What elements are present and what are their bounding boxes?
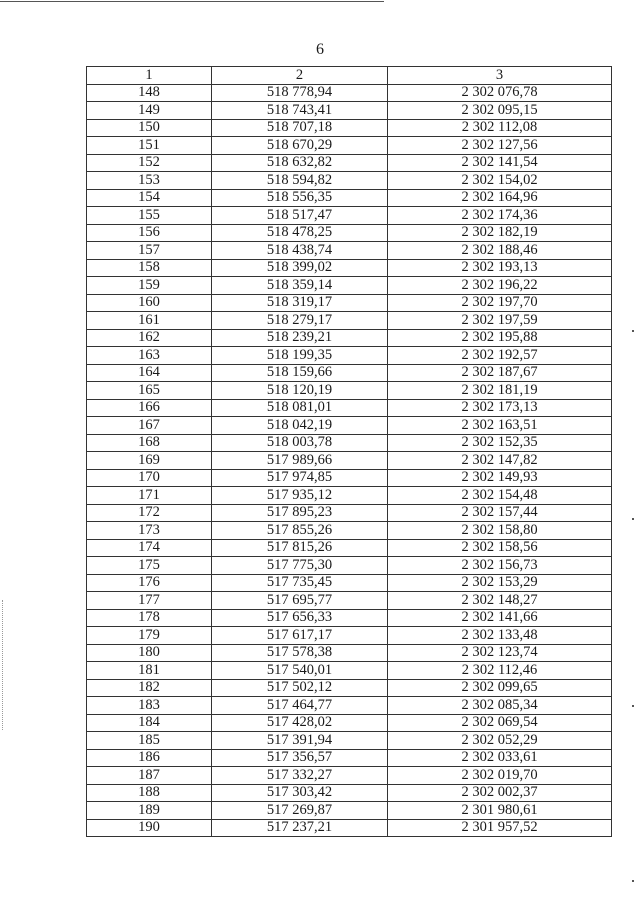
table-cell-col-3: 2 302 149,93 bbox=[388, 469, 612, 487]
table-cell-col-3: 2 302 187,67 bbox=[388, 364, 612, 382]
table-cell-col-2: 517 502,12 bbox=[212, 679, 388, 697]
table-row bbox=[87, 364, 612, 382]
table-cell-col-1: 159 bbox=[87, 277, 212, 295]
table-cell-col-3: 2 302 148,27 bbox=[388, 592, 612, 610]
coordinates-table-container bbox=[86, 66, 611, 837]
table-cell-col-3: 2 302 188,46 bbox=[388, 242, 612, 260]
table-cell-col-2: 517 356,57 bbox=[212, 749, 388, 767]
table-cell-col-2: 518 359,14 bbox=[212, 277, 388, 295]
table-cell-col-2: 518 478,25 bbox=[212, 224, 388, 242]
table-cell-col-3: 2 302 019,70 bbox=[388, 767, 612, 785]
table-cell-col-3: 2 302 133,48 bbox=[388, 627, 612, 645]
table-row bbox=[87, 504, 612, 522]
table-cell-col-2: 517 332,27 bbox=[212, 767, 388, 785]
table-cell-col-3: 2 302 163,51 bbox=[388, 417, 612, 435]
table-cell-col-3: 2 302 181,19 bbox=[388, 382, 612, 400]
table-cell-col-3: 2 301 980,61 bbox=[388, 802, 612, 820]
table-cell-col-3: 2 302 147,82 bbox=[388, 452, 612, 470]
table-cell-col-3: 2 302 123,74 bbox=[388, 644, 612, 662]
table-cell-col-3: 2 302 193,13 bbox=[388, 259, 612, 277]
table-cell-col-2: 517 775,30 bbox=[212, 557, 388, 575]
table-cell-col-2: 517 428,02 bbox=[212, 714, 388, 732]
table-cell-col-1: 175 bbox=[87, 557, 212, 575]
table-cell-col-3: 2 302 076,78 bbox=[388, 84, 612, 102]
table-row bbox=[87, 714, 612, 732]
scan-speck bbox=[632, 330, 634, 332]
scan-speck bbox=[632, 705, 634, 707]
table-row bbox=[87, 312, 612, 330]
table-cell-col-2: 518 632,82 bbox=[212, 154, 388, 172]
table-cell-col-1: 156 bbox=[87, 224, 212, 242]
table-row bbox=[87, 784, 612, 802]
scan-margin-mark bbox=[2, 600, 3, 730]
scan-speck bbox=[632, 518, 634, 520]
table-row bbox=[87, 119, 612, 137]
table-cell-col-1: 186 bbox=[87, 749, 212, 767]
table-row bbox=[87, 627, 612, 645]
table-cell-col-2: 518 003,78 bbox=[212, 434, 388, 452]
table-cell-col-2: 518 081,01 bbox=[212, 399, 388, 417]
table-cell-col-3: 2 302 154,48 bbox=[388, 487, 612, 505]
table-row bbox=[87, 434, 612, 452]
table-cell-col-3: 2 302 174,36 bbox=[388, 207, 612, 225]
table-cell-col-3: 2 302 069,54 bbox=[388, 714, 612, 732]
table-cell-col-1: 166 bbox=[87, 399, 212, 417]
table-cell-col-2: 517 895,23 bbox=[212, 504, 388, 522]
table-cell-col-1: 162 bbox=[87, 329, 212, 347]
table-cell-col-2: 518 239,21 bbox=[212, 329, 388, 347]
table-cell-col-3: 2 302 156,73 bbox=[388, 557, 612, 575]
table-row bbox=[87, 382, 612, 400]
table-cell-col-2: 518 594,82 bbox=[212, 172, 388, 190]
table-cell-col-1: 179 bbox=[87, 627, 212, 645]
table-row bbox=[87, 242, 612, 260]
table-row bbox=[87, 207, 612, 225]
table-cell-col-2: 518 438,74 bbox=[212, 242, 388, 260]
coordinates-table bbox=[86, 66, 612, 837]
table-cell-col-3: 2 302 195,88 bbox=[388, 329, 612, 347]
table-body bbox=[87, 84, 612, 837]
table-cell-col-1: 161 bbox=[87, 312, 212, 330]
table-cell-col-2: 518 556,35 bbox=[212, 189, 388, 207]
table-row bbox=[87, 259, 612, 277]
table-cell-col-1: 151 bbox=[87, 137, 212, 155]
table-cell-col-1: 178 bbox=[87, 609, 212, 627]
table-cell-col-2: 517 391,94 bbox=[212, 732, 388, 750]
table-cell-col-3: 2 302 002,37 bbox=[388, 784, 612, 802]
table-cell-col-1: 180 bbox=[87, 644, 212, 662]
table-cell-col-1: 167 bbox=[87, 417, 212, 435]
table-row bbox=[87, 487, 612, 505]
table-cell-col-2: 517 989,66 bbox=[212, 452, 388, 470]
table-row bbox=[87, 329, 612, 347]
table-cell-col-2: 517 735,45 bbox=[212, 574, 388, 592]
table-cell-col-3: 2 302 173,13 bbox=[388, 399, 612, 417]
table-cell-col-3: 2 302 112,08 bbox=[388, 119, 612, 137]
table-cell-col-1: 190 bbox=[87, 819, 212, 837]
table-cell-col-2: 518 743,41 bbox=[212, 102, 388, 120]
table-cell-col-3: 2 302 127,56 bbox=[388, 137, 612, 155]
table-cell-col-2: 518 042,19 bbox=[212, 417, 388, 435]
table-row bbox=[87, 137, 612, 155]
table-header-row bbox=[87, 67, 612, 85]
table-cell-col-1: 183 bbox=[87, 697, 212, 715]
table-row bbox=[87, 522, 612, 540]
table-cell-col-1: 153 bbox=[87, 172, 212, 190]
table-cell-col-2: 517 578,38 bbox=[212, 644, 388, 662]
table-row bbox=[87, 189, 612, 207]
table-cell-col-1: 152 bbox=[87, 154, 212, 172]
table-cell-col-3: 2 302 085,34 bbox=[388, 697, 612, 715]
table-cell-col-1: 176 bbox=[87, 574, 212, 592]
top-border-line bbox=[0, 1, 384, 2]
table-row bbox=[87, 539, 612, 557]
table-row bbox=[87, 154, 612, 172]
table-cell-col-2: 517 855,26 bbox=[212, 522, 388, 540]
table-cell-col-1: 154 bbox=[87, 189, 212, 207]
table-cell-col-1: 182 bbox=[87, 679, 212, 697]
table-cell-col-1: 150 bbox=[87, 119, 212, 137]
table-row bbox=[87, 574, 612, 592]
table-cell-col-1: 181 bbox=[87, 662, 212, 680]
table-cell-col-1: 173 bbox=[87, 522, 212, 540]
table-row bbox=[87, 644, 612, 662]
table-row bbox=[87, 84, 612, 102]
table-cell-col-2: 518 670,29 bbox=[212, 137, 388, 155]
table-cell-col-3: 2 302 158,56 bbox=[388, 539, 612, 557]
table-cell-col-1: 189 bbox=[87, 802, 212, 820]
table-cell-col-1: 174 bbox=[87, 539, 212, 557]
table-row bbox=[87, 294, 612, 312]
table-cell-col-1: 184 bbox=[87, 714, 212, 732]
table-cell-col-2: 517 935,12 bbox=[212, 487, 388, 505]
table-cell-col-1: 168 bbox=[87, 434, 212, 452]
table-row bbox=[87, 732, 612, 750]
scan-speck bbox=[632, 880, 634, 882]
table-row bbox=[87, 102, 612, 120]
table-row bbox=[87, 224, 612, 242]
table-cell-col-2: 518 399,02 bbox=[212, 259, 388, 277]
table-cell-col-3: 2 301 957,52 bbox=[388, 819, 612, 837]
table-cell-col-3: 2 302 197,70 bbox=[388, 294, 612, 312]
header-col-1: 1 bbox=[87, 67, 212, 85]
table-cell-col-2: 518 279,17 bbox=[212, 312, 388, 330]
table-cell-col-1: 185 bbox=[87, 732, 212, 750]
table-cell-col-3: 2 302 157,44 bbox=[388, 504, 612, 522]
table-cell-col-3: 2 302 192,57 bbox=[388, 347, 612, 365]
table-cell-col-3: 2 302 141,54 bbox=[388, 154, 612, 172]
header-col-3: 3 bbox=[388, 67, 612, 85]
table-cell-col-2: 518 707,18 bbox=[212, 119, 388, 137]
table-cell-col-2: 518 120,19 bbox=[212, 382, 388, 400]
table-row bbox=[87, 662, 612, 680]
table-cell-col-1: 164 bbox=[87, 364, 212, 382]
table-row bbox=[87, 557, 612, 575]
table-cell-col-1: 148 bbox=[87, 84, 212, 102]
table-cell-col-1: 188 bbox=[87, 784, 212, 802]
table-row bbox=[87, 697, 612, 715]
table-cell-col-1: 187 bbox=[87, 767, 212, 785]
table-cell-col-2: 517 464,77 bbox=[212, 697, 388, 715]
table-cell-col-1: 149 bbox=[87, 102, 212, 120]
table-cell-col-1: 169 bbox=[87, 452, 212, 470]
table-cell-col-3: 2 302 052,29 bbox=[388, 732, 612, 750]
table-cell-col-2: 517 656,33 bbox=[212, 609, 388, 627]
table-cell-col-2: 517 540,01 bbox=[212, 662, 388, 680]
table-cell-col-2: 517 269,87 bbox=[212, 802, 388, 820]
table-row bbox=[87, 347, 612, 365]
table-row bbox=[87, 417, 612, 435]
table-cell-col-2: 517 237,21 bbox=[212, 819, 388, 837]
table-cell-col-1: 163 bbox=[87, 347, 212, 365]
table-cell-col-2: 517 303,42 bbox=[212, 784, 388, 802]
table-row bbox=[87, 592, 612, 610]
table-cell-col-2: 517 695,77 bbox=[212, 592, 388, 610]
table-cell-col-2: 518 517,47 bbox=[212, 207, 388, 225]
table-cell-col-3: 2 302 164,96 bbox=[388, 189, 612, 207]
table-cell-col-3: 2 302 095,15 bbox=[388, 102, 612, 120]
table-row bbox=[87, 399, 612, 417]
table-cell-col-3: 2 302 158,80 bbox=[388, 522, 612, 540]
table-cell-col-1: 170 bbox=[87, 469, 212, 487]
table-row bbox=[87, 172, 612, 190]
table-cell-col-3: 2 302 099,65 bbox=[388, 679, 612, 697]
table-cell-col-3: 2 302 112,46 bbox=[388, 662, 612, 680]
table-row bbox=[87, 767, 612, 785]
table-cell-col-3: 2 302 153,29 bbox=[388, 574, 612, 592]
page-number: 6 bbox=[316, 41, 324, 58]
table-cell-col-3: 2 302 197,59 bbox=[388, 312, 612, 330]
table-cell-col-2: 518 159,66 bbox=[212, 364, 388, 382]
table-row bbox=[87, 452, 612, 470]
table-cell-col-1: 165 bbox=[87, 382, 212, 400]
table-row bbox=[87, 802, 612, 820]
table-cell-col-2: 518 778,94 bbox=[212, 84, 388, 102]
table-cell-col-1: 158 bbox=[87, 259, 212, 277]
table-row bbox=[87, 749, 612, 767]
table-cell-col-1: 157 bbox=[87, 242, 212, 260]
table-cell-col-2: 517 815,26 bbox=[212, 539, 388, 557]
table-cell-col-1: 177 bbox=[87, 592, 212, 610]
table-row bbox=[87, 609, 612, 627]
table-cell-col-3: 2 302 152,35 bbox=[388, 434, 612, 452]
table-row bbox=[87, 819, 612, 837]
table-cell-col-1: 172 bbox=[87, 504, 212, 522]
table-cell-col-3: 2 302 182,19 bbox=[388, 224, 612, 242]
table-cell-col-2: 517 974,85 bbox=[212, 469, 388, 487]
table-row bbox=[87, 679, 612, 697]
table-row bbox=[87, 469, 612, 487]
table-cell-col-1: 171 bbox=[87, 487, 212, 505]
table-row bbox=[87, 277, 612, 295]
table-cell-col-2: 517 617,17 bbox=[212, 627, 388, 645]
table-cell-col-3: 2 302 154,02 bbox=[388, 172, 612, 190]
table-cell-col-3: 2 302 141,66 bbox=[388, 609, 612, 627]
table-cell-col-3: 2 302 196,22 bbox=[388, 277, 612, 295]
header-col-2: 2 bbox=[212, 67, 388, 85]
table-cell-col-1: 160 bbox=[87, 294, 212, 312]
table-cell-col-1: 155 bbox=[87, 207, 212, 225]
table-cell-col-3: 2 302 033,61 bbox=[388, 749, 612, 767]
table-cell-col-2: 518 319,17 bbox=[212, 294, 388, 312]
table-cell-col-2: 518 199,35 bbox=[212, 347, 388, 365]
